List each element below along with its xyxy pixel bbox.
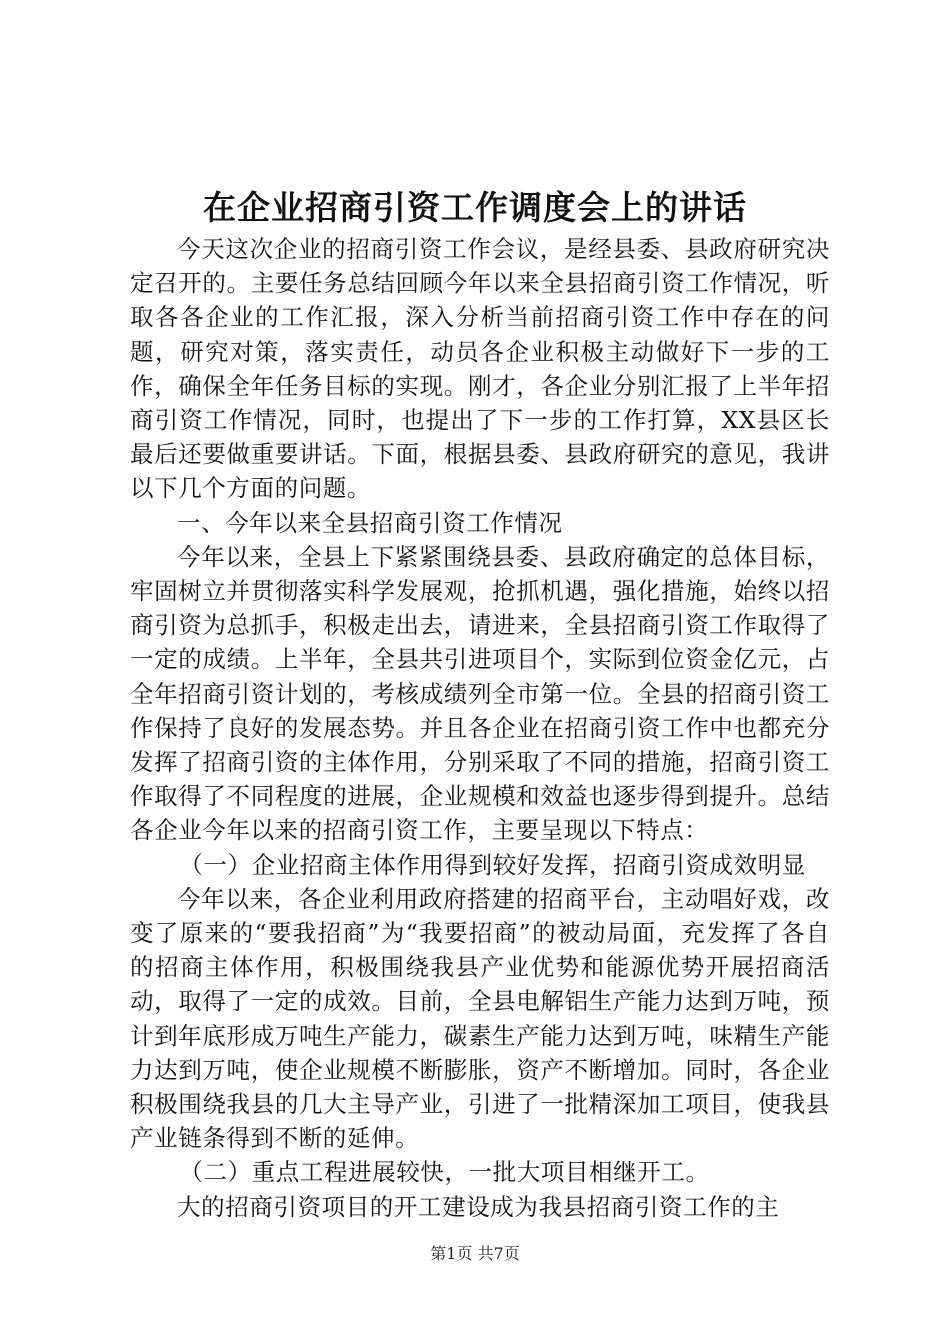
subsection-heading-1: （一）企业招商主体作用得到较好发挥，招商引资成效明显 [179, 850, 806, 879]
subsection-heading-2: （二）重点工程进展较快，一批大项目相继开工。 [179, 1158, 710, 1187]
section-heading-1: 一、今年以来全县招商引资工作情况 [177, 508, 563, 537]
paragraph-key-projects: 大的招商引资项目的开工建设成为我县招商引资工作的主 [177, 1192, 780, 1221]
document-body [130, 232, 830, 1224]
paragraph-enterprise-results: 今年以来，各企业利用政府搭建的招商平台，主动唱好戏，改变了原来的“要我招商”为“我要招商”的被动局面，充发挥了各自的招商主体作用，积极围绕我县产业优势和能源优势开展招商活动，取得了一定的成效。目前，全县电解铝生产能力达到万吨，预计到年底形成万吨生产能力，碳素生产能力达到万吨，味精生产能力达到万吨，使企业规模不断膨胀，资产不断增加。同时，各企业积极围绕我县的几大主导产业，引进了一批精深加工项目，使我县产业链条得到不断的延伸。 [130, 884, 830, 1153]
page-number-footer: 第1页 共7页 [430, 1244, 520, 1263]
paragraph-intro: 今天这次企业的招商引资工作会议，是经县委、县政府研究决定召开的。主要任务总结回顾今年以来全县招商引资工作情况，听取各各企业的工作汇报，深入分析当前招商引资工作中存在的问题，研究对策，落实责任，动员各企业积极主动做好下一步的工作，确保全年任务目标的实现。刚才，各企业分别汇报了上半年招商引资工作情况，同时，也提出了下一步的工作打算，XX县区长最后还要做重要讲话。下面，根据县委、县政府研究的意见，我讲以下几个方面的问题。 [130, 235, 830, 503]
document-title: 在企业招商引资工作调度会上的讲话 [203, 188, 747, 227]
paragraph-overview: 今年以来，全县上下紧紧围绕县委、县政府确定的总体目标，牢固树立并贯彻落实科学发展观，抢抓机遇，强化措施，始终以招商引资为总抓手，积极走出去，请进来，全县招商引资工作取得了一定的成绩。上半年，全县共引进项目个，实际到位资金亿元，占全年招商引资计划的，考核成绩列全市第一位。全县的招商引资工作保持了良好的发展态势。并且各企业在招商引资工作中也都充分发挥了招商引资的主体作用，分别采取了不同的措施，招商引资工作取得了不同程度的进展，企业规模和效益也逐步得到提升。总结各企业今年以来的招商引资工作，主要呈现以下特点： [130, 542, 830, 845]
